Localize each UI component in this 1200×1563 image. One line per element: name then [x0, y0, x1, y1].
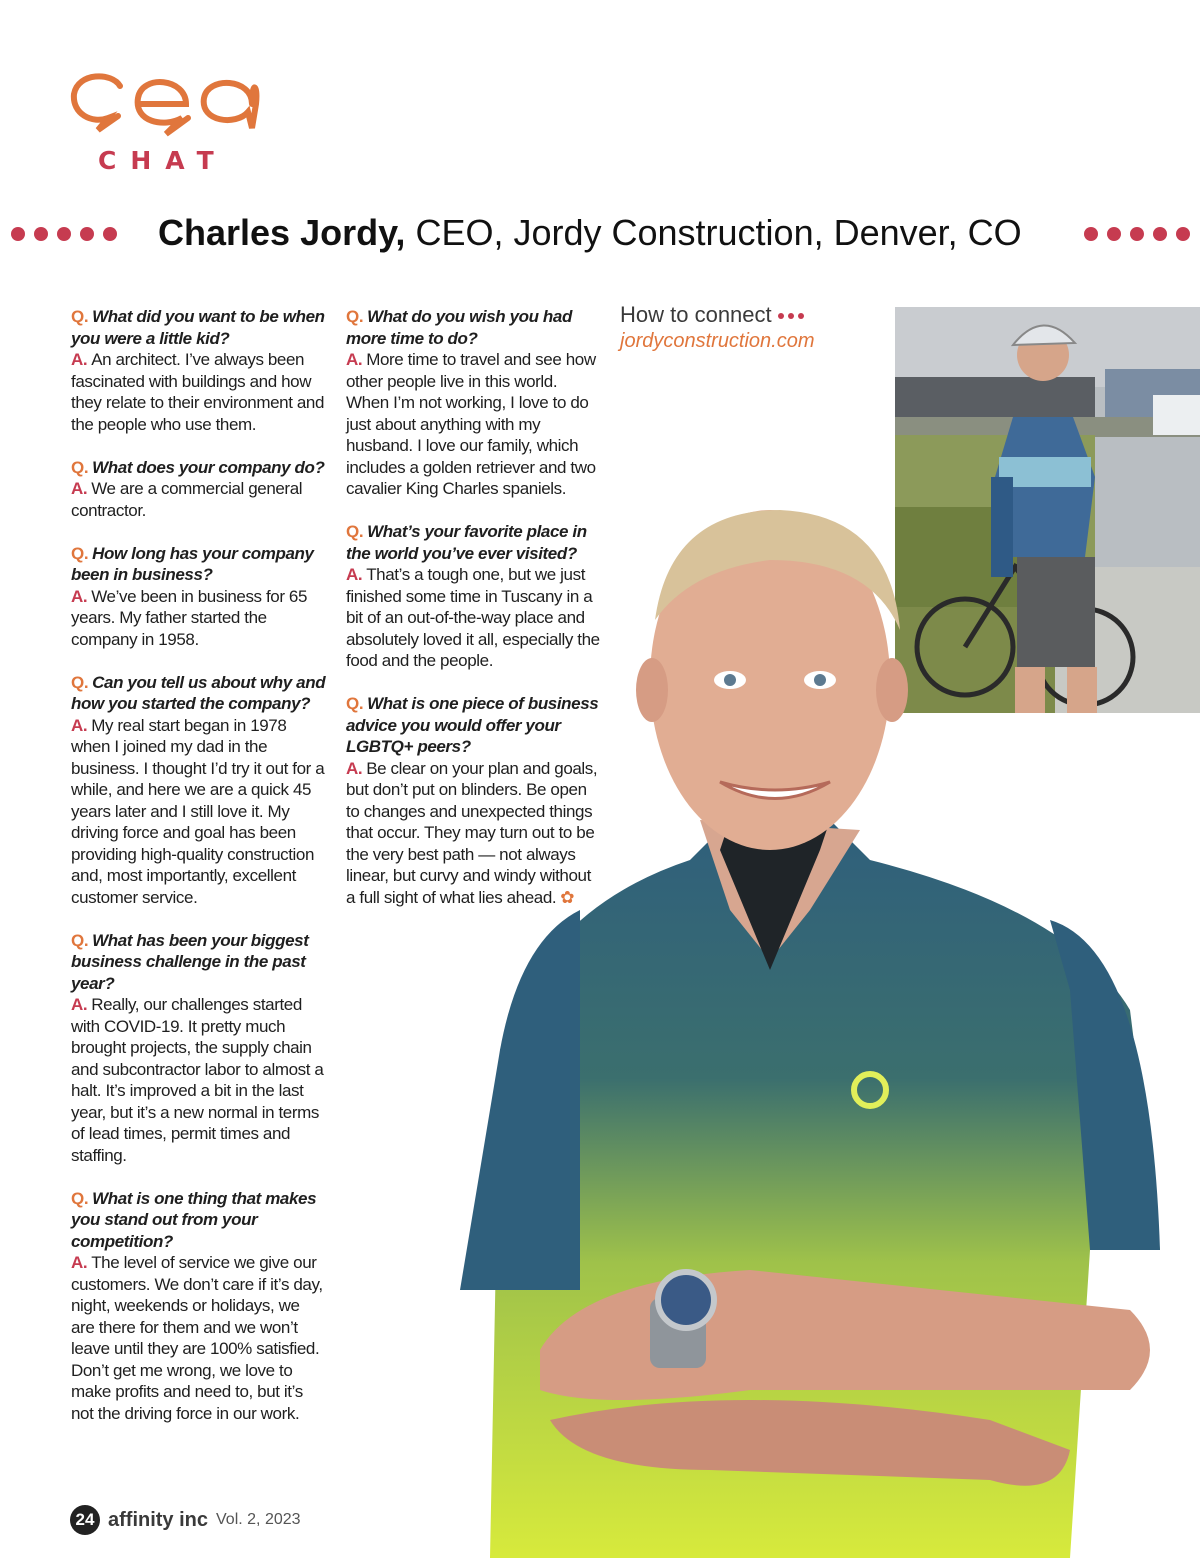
a-marker: A.	[71, 350, 88, 369]
answer-text: More time to travel and see how other people live in this world. When I’m not working, I love to do just about anything with my husband. I love our family, which includes a golden retriever and two cavalier King Charles spaniels.	[346, 350, 596, 498]
qa-item	[71, 543, 326, 651]
ceo-name: Charles Jordy,	[158, 212, 406, 253]
qa-column-1	[71, 306, 326, 1446]
article-title	[158, 212, 1022, 254]
qa-item	[71, 306, 326, 435]
a-marker: A.	[346, 758, 363, 778]
answer-text: An architect. I’ve always been fascinated with buildings and how they relate to their environment and the people who use them.	[71, 350, 325, 434]
question-text: Can you tell us about why and how you started the company?	[71, 672, 326, 713]
header-dots-left	[11, 227, 117, 241]
q-marker: Q.	[71, 543, 89, 563]
question-text: What is one piece of business advice you would offer your LGBTQ+ peers?	[346, 694, 599, 756]
q-marker: Q.	[71, 672, 89, 692]
answer-text: Be clear on your plan and goals, but don’t put on blinders. Be open to changes and unexpected things that occur. They may turn out to be the very best path — not always linear, but curvy and windy without a full sight of what lies ahead.	[346, 758, 598, 907]
question-text: What do you wish you had more time to do?	[346, 307, 572, 348]
a-marker: A.	[346, 350, 363, 369]
a-marker: A.	[346, 565, 363, 584]
how-to-connect	[620, 302, 880, 353]
q-marker: Q.	[346, 307, 364, 326]
answer-text: My real start began in 1978 when I joined my dad in the business. I thought I’d try it out for a while, and here we are a quick 45 years later and I still love it. My driving force and goal has been providing high-quality construction and, most importantly, excellent customer service.	[71, 715, 325, 907]
magazine-name: affinity inc	[108, 1508, 209, 1531]
question-text: What’s your favorite place in the world you’ve ever visited?	[346, 522, 587, 563]
qa-item	[71, 1188, 326, 1425]
answer-text: We’ve been in business for 65 years. My father started the company in 1958.	[71, 586, 308, 649]
a-marker: A.	[71, 586, 88, 606]
q-marker: Q.	[71, 1188, 89, 1208]
question-text: What does your company do?	[92, 457, 325, 477]
a-marker: A.	[71, 479, 88, 498]
header-dots-right	[1084, 227, 1190, 241]
end-mark-icon: ✿	[560, 887, 575, 907]
question-text: What did you want to be when you were a little kid?	[71, 307, 325, 348]
qa-item	[71, 457, 326, 522]
q-marker: Q.	[346, 694, 364, 713]
connect-dots	[778, 313, 804, 319]
answer-text: That’s a tough one, but we just finished some time in Tuscany in a bit of an out-of-the-way place and absolutely loved it all, especially the food and the people.	[346, 565, 600, 670]
question-text: What has been your biggest business challenge in the past year?	[71, 930, 309, 993]
logo-chat-word: CHAT	[98, 146, 228, 175]
q-marker: Q.	[71, 307, 89, 326]
question-text: What is one thing that makes you stand out from your competition?	[71, 1188, 317, 1251]
answer-text: The level of service we give our customers. We don’t care if it’s day, night, weekends or holidays, we are there for them and we won’t leave until they are 100% satisfied. Don’t get me wrong, we love to make profits and need to, but it’s not the driving force in our work.	[71, 1253, 323, 1423]
q-marker: Q.	[346, 522, 364, 541]
qa-item	[71, 930, 326, 1167]
ceo-portrait-photo	[430, 490, 1200, 1558]
q-marker: Q.	[71, 930, 89, 950]
speech-bubble-logo-icon	[68, 64, 268, 144]
a-marker: A.	[71, 995, 88, 1014]
page-number: 24	[70, 1505, 100, 1535]
a-marker: A.	[71, 1253, 88, 1272]
question-text: How long has your company been in business?	[71, 543, 314, 584]
qa-item	[346, 306, 604, 500]
q-marker: Q.	[71, 457, 89, 477]
connect-label: How to connect	[620, 302, 772, 327]
article-header	[0, 210, 1200, 262]
volume-label: Vol. 2, 2023	[216, 1511, 301, 1528]
ceo-chat-logo	[68, 64, 268, 174]
answer-text: Really, our challenges started with COVID-19. It pretty much brought projects, the supply chain and subcontractor labor to almost a halt. It’s improved a bit in the last year, but it’s a new normal in terms of lead times, permit times and staffing.	[71, 995, 324, 1165]
qa-item	[71, 672, 326, 909]
answer-text: We are a commercial general contractor.	[71, 479, 303, 520]
a-marker: A.	[71, 715, 88, 735]
ceo-title: CEO, Jordy Construction, Denver, CO	[405, 212, 1022, 253]
website-link[interactable]: jordyconstruction.com	[620, 330, 815, 352]
page-footer	[70, 1505, 301, 1535]
